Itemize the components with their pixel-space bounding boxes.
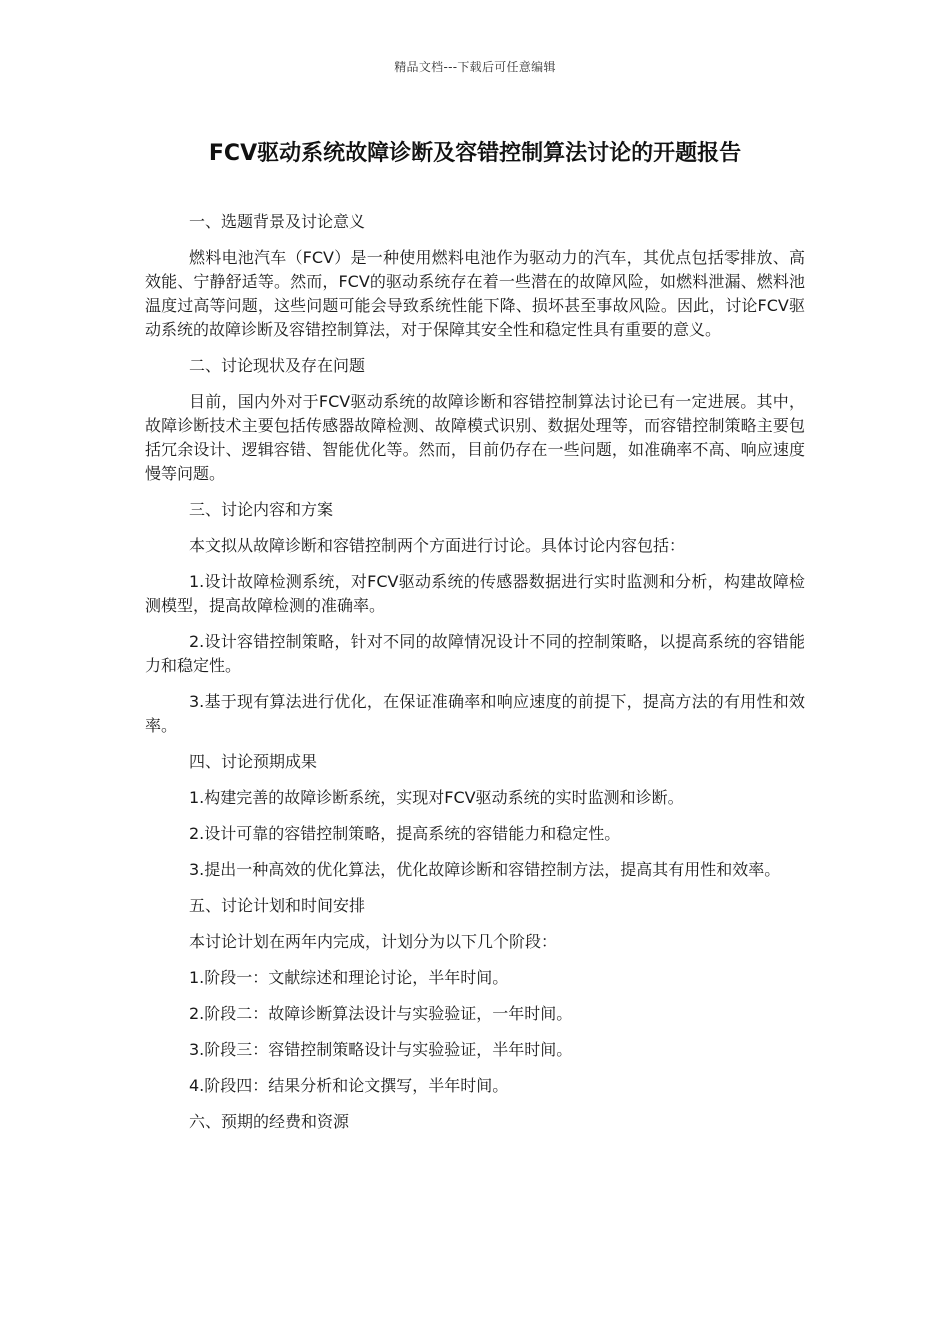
section-heading-budget: 六、预期的经费和资源 xyxy=(189,1112,350,1131)
section-heading-content: 三、讨论内容和方案 xyxy=(189,500,334,519)
section-heading-outcomes: 四、讨论预期成果 xyxy=(189,752,318,771)
list-item: 2.设计可靠的容错控制策略，提高系统的容错能力和稳定性。 xyxy=(189,824,621,843)
section-heading-status: 二、讨论现状及存在问题 xyxy=(189,356,366,375)
list-item: 3.基于现有算法进行优化，在保证准确率和响应速度的前提下，提高方法的有用性和效率。 xyxy=(145,692,805,735)
list-item: 3.阶段三：容错控制策略设计与实验验证，半年时间。 xyxy=(189,1040,573,1059)
document-body xyxy=(145,210,805,1146)
section-intro-content: 本文拟从故障诊断和容错控制两个方面进行讨论。具体讨论内容包括： xyxy=(189,536,686,555)
page-header-note: 精品文档---下载后可任意编辑 xyxy=(394,60,556,74)
section-paragraph-background: 燃料电池汽车（FCV）是一种使用燃料电池作为驱动力的汽车，其优点包括零排放、高效能、宁静舒适等。然而，FCV的驱动系统存在着一些潜在的故障风险，如燃料泄漏、燃料池温度过高等问题，这些问题可能会导致系统性能下降、损坏甚至事故风险。因此，讨论FCV驱动系统的故障诊断及容错控制算法，对于保障其安全性和稳定性具有重要的意义。 xyxy=(145,248,805,339)
list-item: 1.设计故障检测系统，对FCV驱动系统的传感器数据进行实时监测和分析，构建故障检测模型，提高故障检测的准确率。 xyxy=(145,572,805,615)
section-heading-schedule: 五、讨论计划和时间安排 xyxy=(189,896,366,915)
section-intro-schedule: 本讨论计划在两年内完成，计划分为以下几个阶段： xyxy=(189,932,558,951)
list-item: 4.阶段四：结果分析和论文撰写，半年时间。 xyxy=(189,1076,509,1095)
list-item: 1.阶段一：文献综述和理论讨论，半年时间。 xyxy=(189,968,509,987)
list-item: 2.设计容错控制策略，针对不同的故障情况设计不同的控制策略，以提高系统的容错能力和稳定性。 xyxy=(145,632,805,675)
list-item: 2.阶段二：故障诊断算法设计与实验验证，一年时间。 xyxy=(189,1004,573,1023)
list-item: 1.构建完善的故障诊断系统，实现对FCV驱动系统的实时监测和诊断。 xyxy=(189,788,684,807)
section-heading-background: 一、选题背景及讨论意义 xyxy=(189,212,366,231)
section-paragraph-status: 目前，国内外对于FCV驱动系统的故障诊断和容错控制算法讨论已有一定进展。其中，故障诊断技术主要包括传感器故障检测、故障模式识别、数据处理等，而容错控制策略主要包括冗余设计、逻辑容错、智能优化等。然而，目前仍存在一些问题，如准确率不高、响应速度慢等问题。 xyxy=(145,392,805,483)
list-item: 3.提出一种高效的优化算法，优化故障诊断和容错控制方法，提高其有用性和效率。 xyxy=(189,860,781,879)
document-title: FCV驱动系统故障诊断及容错控制算法讨论的开题报告 xyxy=(208,141,742,166)
